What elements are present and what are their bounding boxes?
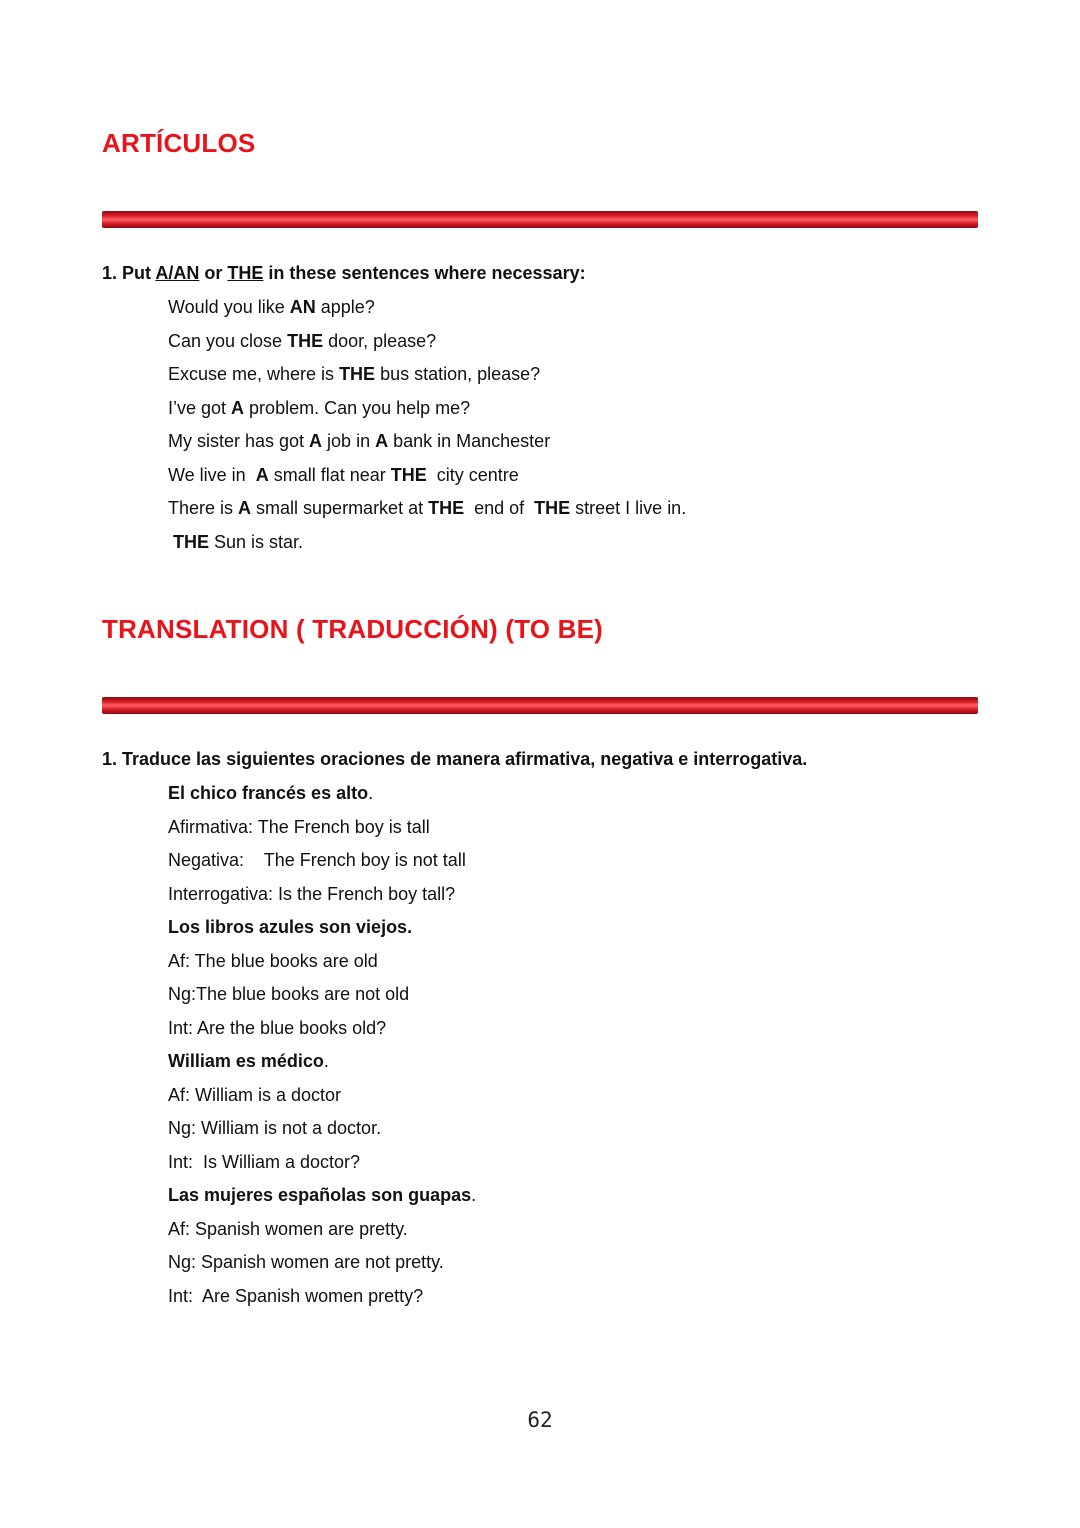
bold-text: El chico francés es alto bbox=[168, 783, 369, 803]
text-segment: small supermarket at bbox=[251, 498, 429, 518]
text-segment: door, please? bbox=[323, 330, 437, 351]
sentence-line bbox=[168, 530, 686, 564]
text-segment: Afirmativa: The French boy is tall bbox=[168, 816, 430, 837]
text-segment: Af: Spanish women are pretty. bbox=[168, 1218, 408, 1239]
sentence-line bbox=[168, 329, 686, 363]
text-segment: problem. Can you help me? bbox=[244, 397, 471, 418]
red-divider bbox=[102, 211, 978, 228]
text-segment: apple? bbox=[315, 297, 375, 317]
text-segment: job in bbox=[322, 431, 376, 451]
text-segment: . bbox=[471, 1185, 477, 1205]
translation-line bbox=[168, 848, 476, 882]
bold-text: AN bbox=[289, 297, 316, 317]
sentence-line bbox=[168, 295, 686, 329]
exercise-number: 1. bbox=[102, 263, 118, 283]
translation-line bbox=[168, 781, 476, 815]
translation-line bbox=[168, 1250, 476, 1284]
translation-line bbox=[168, 1284, 476, 1318]
text-segment: bank in Manchester bbox=[388, 431, 551, 451]
exercise-instruction: 1. Traduce las siguientes oraciones de manera afirmativa, negativa e interrogativa. bbox=[102, 749, 808, 769]
translation-line bbox=[168, 1116, 476, 1150]
bold-text: THE bbox=[428, 498, 465, 518]
bold-text: A bbox=[255, 464, 269, 485]
translation-line bbox=[168, 1083, 476, 1117]
text-segment: Interrogativa: Is the French boy tall? bbox=[168, 883, 456, 904]
text-segment: street I live in. bbox=[570, 498, 687, 518]
translation-line bbox=[168, 915, 476, 949]
sentence-line bbox=[168, 429, 686, 463]
text-segment: Excuse me, where is bbox=[168, 364, 340, 384]
page-number: 62 bbox=[527, 1408, 553, 1432]
translation-lines-list bbox=[168, 781, 476, 1317]
text-segment: We live in bbox=[168, 464, 256, 485]
text-segment: end of bbox=[464, 498, 535, 518]
text-segment: . bbox=[368, 783, 374, 803]
bold-text: A bbox=[375, 431, 389, 451]
translation-line bbox=[168, 815, 476, 849]
bold-text: Los libros azules son viejos. bbox=[168, 917, 413, 937]
instruction-text: or bbox=[204, 263, 223, 283]
text-segment: Negativa: The French boy is not tall bbox=[168, 850, 466, 870]
bold-text: THE bbox=[390, 464, 427, 485]
text-segment: Ng: William is not a doctor. bbox=[168, 1118, 382, 1138]
exercise-instruction bbox=[102, 263, 586, 284]
article-sentences-list bbox=[168, 295, 686, 563]
text-segment: . bbox=[323, 1051, 329, 1071]
text-segment: Sun is star. bbox=[209, 531, 304, 552]
instruction-text: Put bbox=[122, 263, 152, 283]
text-segment: Would you like bbox=[168, 297, 290, 317]
bold-text: THE bbox=[534, 498, 571, 518]
text-segment: Af: William is a doctor bbox=[168, 1084, 342, 1105]
translation-line bbox=[168, 1217, 476, 1251]
bold-text: William es médico bbox=[168, 1051, 324, 1071]
sentence-line bbox=[168, 396, 686, 430]
bold-text: Las mujeres españolas son guapas bbox=[168, 1185, 472, 1205]
bold-text: THE bbox=[173, 531, 210, 552]
text-segment: bus station, please? bbox=[375, 364, 541, 384]
instruction-option-a-an: A/AN bbox=[155, 263, 200, 283]
sentence-line bbox=[168, 463, 686, 497]
translation-line bbox=[168, 1183, 476, 1217]
red-divider bbox=[102, 697, 978, 714]
translation-line bbox=[168, 1150, 476, 1184]
translation-line bbox=[168, 882, 476, 916]
translation-line bbox=[168, 949, 476, 983]
text-segment: Ng:The blue books are not old bbox=[168, 984, 410, 1004]
bold-text: A bbox=[231, 397, 245, 418]
bold-text: THE bbox=[287, 330, 324, 351]
translation-line bbox=[168, 1016, 476, 1050]
text-segment: Can you close bbox=[168, 330, 288, 351]
text-segment: Int: Are the blue books old? bbox=[168, 1017, 387, 1038]
text-segment: Ng: Spanish women are not pretty. bbox=[168, 1252, 444, 1272]
bold-text: A bbox=[309, 431, 323, 451]
sentence-line bbox=[168, 362, 686, 396]
text-segment: city centre bbox=[426, 464, 519, 485]
instruction-option-the: THE bbox=[227, 263, 264, 283]
sentence-line bbox=[168, 496, 686, 530]
text-segment: My sister has got bbox=[168, 431, 310, 451]
translation-line bbox=[168, 982, 476, 1016]
text-segment: I’ve got bbox=[168, 397, 232, 418]
translation-line bbox=[168, 1049, 476, 1083]
text-segment: Int: Are Spanish women pretty? bbox=[168, 1285, 424, 1306]
section-heading-translation: TRANSLATION ( TRADUCCIÓN) (TO BE) bbox=[102, 614, 604, 644]
section-heading-articulos: ARTÍCULOS bbox=[102, 128, 256, 158]
text-segment: small flat near bbox=[268, 464, 391, 485]
text-segment: There is bbox=[168, 498, 239, 518]
bold-text: THE bbox=[339, 364, 376, 384]
text-segment: Int: Is William a doctor? bbox=[168, 1151, 361, 1172]
bold-text: A bbox=[238, 498, 252, 518]
text-segment: Af: The blue books are old bbox=[168, 950, 378, 971]
instruction-text: in these sentences where necessary: bbox=[268, 263, 586, 283]
